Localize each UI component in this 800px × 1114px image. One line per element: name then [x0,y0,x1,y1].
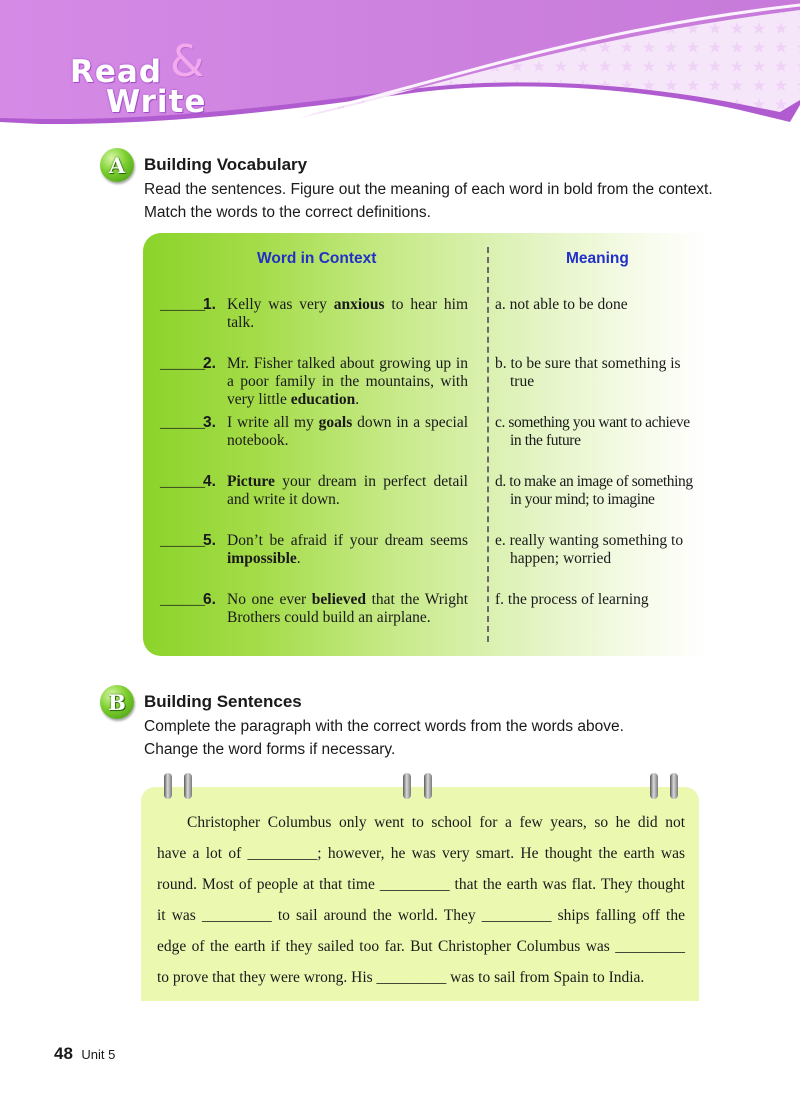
bold-word: anxious [333,296,385,313]
item-number: 4. [203,473,216,490]
logo-word-read: Read [70,54,163,90]
instruction-line: Read the sentences. Figure out the meaning of each word in bold from the context. [144,181,713,198]
unit-label: Unit 5 [81,1047,116,1062]
binder-ring [403,773,411,799]
bold-word: impossible [227,550,297,567]
section-b-badge: B [100,685,134,719]
item-number: 5. [203,532,216,549]
paragraph-line: round. Most of people at that time _________ that the earth was flat. They thought [157,876,685,893]
answer-blank[interactable]: ______ [160,415,205,431]
item-number: 1. [203,296,216,313]
item-sentence: No one ever believed that the Wright Brothers could build an airplane. [227,591,468,626]
meaning-item: f. the process of learning [495,591,649,608]
instruction-line: Complete the paragraph with the correct words from the words above. [144,718,624,735]
paragraph-line: edge of the earth if they sailed too far. But Christopher Columbus was _________ [157,938,685,955]
binder-ring [424,773,432,799]
meaning-item: c. something you want to achieve in the future [495,414,690,449]
paragraph-line: have a lot of _________; however, he was very smart. He thought the earth was [157,845,685,862]
binder-ring [184,773,192,799]
paragraph-line: it was _________ to sail around the world. They _________ ships falling off the [157,907,685,924]
binder-ring [164,773,172,799]
meaning-item: a. not able to be done [495,296,628,313]
section-a-instructions [144,178,713,224]
bold-word: believed [311,591,367,608]
item-sentence: I write all my goals down in a special notebook. [227,414,468,449]
section-b-instructions [144,715,624,761]
section-a-badge: A [100,148,134,182]
item-number: 6. [203,591,216,608]
answer-blank[interactable]: ______ [160,297,205,313]
bold-word: goals [318,414,353,431]
answer-blank[interactable]: ______ [160,474,205,490]
section-b-title: Building Sentences [144,692,302,711]
paragraph-line: to prove that they were wrong. His _________ was to sail from Spain to India. [157,969,645,986]
item-sentence: Picture your dream in perfect detail and write it down. [227,473,468,508]
fill-in-paragraph [157,807,685,993]
answer-blank[interactable]: ______ [160,533,205,549]
bold-word: Picture [227,473,275,490]
page-number: 48 [54,1044,73,1063]
page-footer [54,1044,115,1064]
section-a-title: Building Vocabulary [144,155,308,174]
logo-ampersand: & [170,36,205,87]
logo-word-write: Write [106,84,207,120]
meaning-item: d. to make an image of something in your mind; to imagine [495,473,693,508]
item-number: 3. [203,414,216,431]
answer-blank[interactable]: ______ [160,356,205,372]
paragraph-line: Christopher Columbus only went to school for a few years, so he did not [187,814,685,831]
binder-ring [670,773,678,799]
item-sentence: Kelly was very anxious to hear him talk. [227,296,468,331]
bold-word: education [290,391,356,408]
instruction-line: Change the word forms if necessary. [144,741,396,758]
meaning-item: b. to be sure that something is true [495,355,681,390]
item-sentence: Mr. Fisher talked about growing up in a poor family in the mountains, with very little education. [227,355,468,408]
meaning-item: e. really wanting something to happen; worried [495,532,684,567]
instruction-line: Match the words to the correct definitions. [144,204,431,221]
answer-blank[interactable]: ______ [160,592,205,608]
item-sentence: Don’t be afraid if your dream seems impossible. [227,532,468,567]
header-banner [0,0,800,150]
column-header-meaning: Meaning [566,250,629,267]
binder-ring [650,773,658,799]
column-divider [487,247,489,642]
column-header-word: Word in Context [257,250,377,267]
item-number: 2. [203,355,216,372]
